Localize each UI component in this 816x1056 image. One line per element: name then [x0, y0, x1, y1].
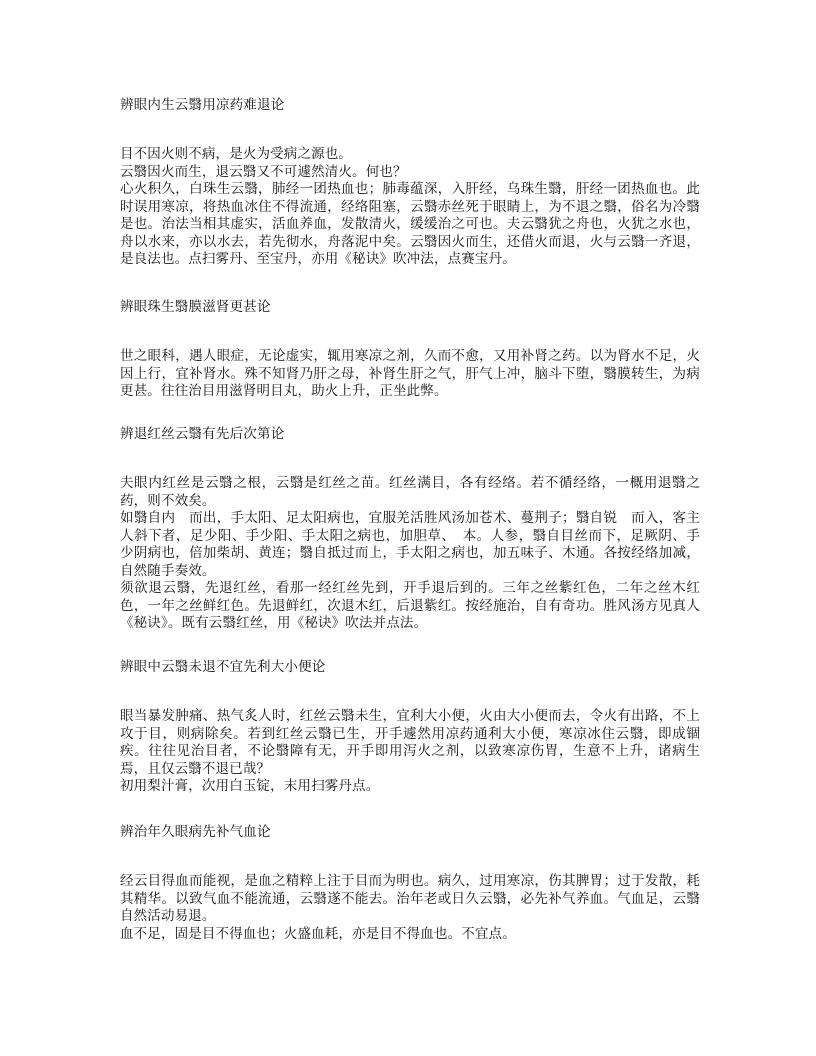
section-title: 辨眼内生云翳用凉药难退论	[120, 97, 285, 113]
section-2	[120, 298, 700, 401]
paragraph: 目不因火则不病，是火为受病之源也。	[120, 146, 353, 162]
section-4	[120, 658, 700, 796]
paragraph: 世之眼科，遇人眼症，无论虚实，辄用寒凉之剂，久而不愈，又用补肾之药。以为肾水不足，火因上行，宜补肾水。殊不知肾乃肝之母，补肾生肝之气，肝气上冲，脑斗下堕，翳膜转生，为病更甚。往往治目用滋肾明目丸，助火上升，正坐此弊。	[120, 348, 700, 399]
paragraph: 初用梨汁膏，次用白玉锭，末用扫雾丹点。	[120, 778, 380, 794]
paragraph: 云翳因火而生，退云翳又不可遽然清火。何也？	[120, 163, 407, 180]
section-3	[120, 425, 700, 633]
section-title: 辨眼珠生翳膜滋肾更甚论	[120, 299, 271, 315]
section-title: 辨治年久眼病先补气血论	[120, 824, 271, 840]
paragraph: 夫眼内红丝是云翳之根，云翳是红丝之苗。红丝满目，各有经络。若不循经络，一概用退翳之药，则不效矣。	[120, 475, 700, 509]
paragraph: 眼当暴发肿痛、热气炙人时，红丝云翳未生，宜利大小便，火由大小便而去，令火有出路，不上攻于目，则病除矣。若到红丝云翳已生，开手遽然用凉药通利大小便，寒凉冰住云翳，即成锢疾。往往见治目者，不论翳障有无，开手即用泻火之剂，以致寒凉伤胃，生意不上升，诸病生焉，且仅云翳不退已哉？	[120, 708, 700, 777]
paragraph: 心火积久，白珠生云翳，肺经一团热血也；肺毒蕴深，入肝经，乌珠生翳，肝经一团热血也。此时误用寒凉，将热血冰住不得流通，经络阻塞，云翳赤丝死于眼睛上，为不退之翳，俗名为冷翳是也。治法当相其虚实，活血养血，发散清火，缓缓治之可也。夫云翳犹之舟也，火犹之水也，舟以水来，亦以水去，若先彻水，舟落泥中矣。云翳因火而生，还借火而退，火与云翳一齐退，是良法也。点扫雾丹、至宝丹，亦用《秘诀》吹冲法，点赛宝丹。	[120, 181, 700, 267]
paragraph: 须欲退云翳，先退红丝，看那一经红丝先到，开手退后到的。三年之丝紫红色，二年之丝木红色，一年之丝鲜红色。先退鲜红，次退木红，后退紫红。按经施治，自有奇功。胜风汤方见真人《秘诀》。既有云翳红丝，用《秘诀》吹法并点法。	[120, 580, 700, 631]
paragraph: 经云目得血而能视，是血之精粹上注于目而为明也。病久，过用寒凉，伤其脾胃；过于发散，耗其精华。以致气血不能流通，云翳遂不能去。治年老或日久云翳，必先补气养血。气血足，云翳自然活动易退。	[120, 873, 700, 924]
section-title: 辨眼中云翳未退不宜先利大小便论	[120, 659, 326, 675]
section-5	[120, 823, 700, 943]
section-1	[120, 96, 700, 269]
paragraph: 如翳自内 而出，手太阳、足太阳病也，宜服羌活胜风汤加苍术、蔓荆子；翳自锐 而入，客主人斜下者，足少阳、手少阳、手太阳之病也，加胆草、 本。人参，翳自目丝而下，足厥阴、手少阴病也，倍加柴胡、黄连；翳自抵过而上，手太阳之病也，加五味子、木通。各按经络加减，自然随手奏效。	[120, 510, 700, 579]
paragraph: 血不足，固是目不得血也；火盛血耗，亦是目不得血也。不宜点。	[120, 925, 516, 942]
section-title: 辨退红丝云翳有先后次第论	[120, 426, 285, 442]
